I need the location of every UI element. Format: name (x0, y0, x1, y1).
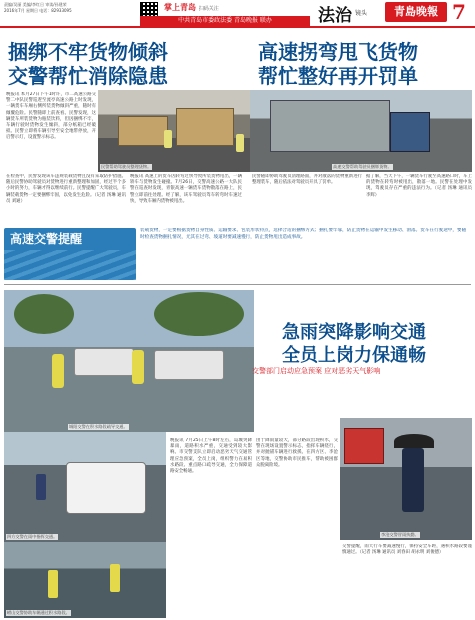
photo-caption: 四方交警在雨中指挥交通。 (7, 534, 58, 539)
section-subtitle: 镜头 (355, 10, 368, 17)
article-c-headline-1: 急雨突降影响交通 (282, 322, 426, 343)
photo-caption: 民警帮助驾驶员整理货物。 (101, 164, 152, 169)
article-c-subheadline: 交警部门启动应急预案 应对恶劣天气影响 (252, 367, 381, 375)
article-b-body-col2: 民警随即协助驾驶员清理路面，并对散落的货物重新进行整理装车，随后依法对驾驶员开具了罚单。 (252, 174, 362, 186)
truck-cargo-shape (176, 108, 234, 146)
article-c-photo-2 (4, 432, 166, 542)
article-a-body-col1: 晚报讯 本月27日下午1时许，市二高速公路交警二中队民警巡逻至流亭高速公路上时发现，一辆货车车厢右侧所装货物倾斜严重，随时有倾覆危险。民警随即上前查看。民警发现，这辆货车所装货物为瓶装饮料，但因捆绑不牢，车辆行驶时货物发生倾斜，部分纸箱已经破损。民警立即将车辆引导至安全地带停放，开启警示灯，设置警示标志。 (6, 92, 96, 141)
officer-figure (52, 354, 64, 388)
officer-figure (48, 570, 58, 598)
masthead-brand (164, 2, 219, 13)
tips-text: 装载货物，一定要根据货物自身性质、运输要求、包装形状特点，选择合适的捆绑方式；捆扎要牢靠，防止货物在运输中发生移动、滑落。货车在行驶途中，要随时检查货物捆扎情况，尤其在过弯、坡道时要减速慢行，防止货物甩出造成事故。 (140, 228, 467, 240)
article-b-headline-1: 高速拐弯甩飞货物 (258, 40, 418, 64)
article-a-body-col3: 晚报讯 高速上的货车因转弯过快导致所装货物甩出，一辆轿车与货物发生碰撞。7月26日，交警高速公路一大队民警在巡查时发现，青银高速一辆货车货物散落在路上，民警立即前往处理。经了解，该车驾驶员驾车转弯时车速过快，导致车厢内货物被甩出。 (130, 174, 242, 204)
article-c-photo-3 (4, 542, 166, 618)
banner-wave-decoration (4, 250, 136, 280)
section-divider (4, 284, 471, 285)
article-c-body-col1: 晚报讯 7月25日上午8时左右，岛城突降暴雨，道路积水严重，交通受到较大影响。市交警支队立即启动恶劣天气交通管理应急预案，全员上岗，组织警力在易积水路段、重点路口疏导交通，全力保障道路安全畅通。 (170, 438, 252, 475)
car-shape (74, 348, 134, 376)
tips-banner (4, 228, 136, 280)
page-number: 7 (452, 0, 466, 24)
truck-box-shape (270, 100, 390, 152)
article-c-photo-1 (4, 290, 254, 432)
truck-cab-shape (390, 112, 430, 152)
officer-figure (110, 564, 120, 592)
officer-figure (36, 474, 46, 500)
photo-caption: 高速交警帮助驾驶员捆绑货物。 (333, 164, 392, 169)
article-a-headline-1: 捆绑不牢货物倾斜 (8, 40, 168, 64)
article-c-headline-2: 全员上岗力保通畅 (282, 345, 426, 366)
umbrella-shape (394, 434, 434, 448)
article-c-body-col3: 交警提醒，雨天行车要减速慢行，保持安全车距，遇积水路段要谨慎通过。（记者 汤琳 通讯员 刘春田 胡永明 刘俊德） (342, 544, 472, 556)
car-shape (154, 350, 224, 380)
article-a-headline-2: 交警帮忙消除隐患 (8, 64, 168, 88)
photo-caption: 崂山交警协助车辆通过积水路段。 (7, 610, 70, 615)
masthead-line: 责编/吴丽 美编/李红日 审读/孙建荣 (4, 2, 67, 7)
truck-cargo-shape (118, 116, 168, 146)
article-c-body-col2: 由于降雨量较大，部分路段出现积水，交警在现场设置警示标志，指挥车辆绕行，并对抛锚车辆进行救援。在四方区、李沧区等地，交警协助市民推车，帮助被困群众脱离险境。 (256, 438, 338, 468)
officer-figure (164, 130, 172, 148)
tips-banner-title: 高速交警提醒 (10, 232, 83, 246)
section-title: 法治 (318, 6, 352, 26)
article-a-photo (98, 90, 250, 172)
car-shape (66, 462, 146, 514)
masthead-slogan: 中共青岛市委政法委 青岛晚报 联办 (140, 16, 310, 26)
photo-caption: 李沧交警冒雨执勤。 (381, 532, 419, 537)
masthead (0, 0, 475, 28)
masthead-editors (4, 2, 114, 13)
article-a-body-col2: 在检查中，民警发现该车违规装载货物且没有采取防护措施。随后民警协助驾驶员对货物进行重新整理和加固，经过半个多小时的努力，车辆才得以继续前行。民警提醒广大驾驶员，车辆装载货物一定要捆绑牢固，以免发生危险。（记者 汤琳 通讯员 刘通） (6, 174, 126, 204)
tree-shape (154, 292, 244, 336)
officer-figure (132, 350, 144, 384)
brand-name: 掌上青岛 (164, 3, 196, 12)
masthead-line: 2016年7月 星期日 电话：82933095 (4, 7, 72, 13)
truck-shape (344, 428, 384, 464)
newspaper-logo: 青島晚報 (385, 2, 447, 22)
photo-caption: 城阳交警在积水路段疏导交通。 (69, 424, 128, 429)
article-b-photo (250, 90, 472, 172)
brand-sub: 扫码关注 (198, 6, 219, 12)
article-b-body-col3: 据了解，当天下午，一辆货车行驶至高速路口时，车上的货物在转弯时被甩出，散落一地。民警在处理中发现，驾驶员存在严重的违法行为。（记者 汤琳 通讯员 李辉） (366, 174, 472, 198)
officer-figure (236, 134, 244, 152)
article-b-headline-2: 帮忙整好再开罚单 (258, 64, 418, 88)
article-c-photo-4 (340, 418, 472, 540)
officer-figure (402, 448, 424, 512)
tree-shape (14, 294, 74, 334)
